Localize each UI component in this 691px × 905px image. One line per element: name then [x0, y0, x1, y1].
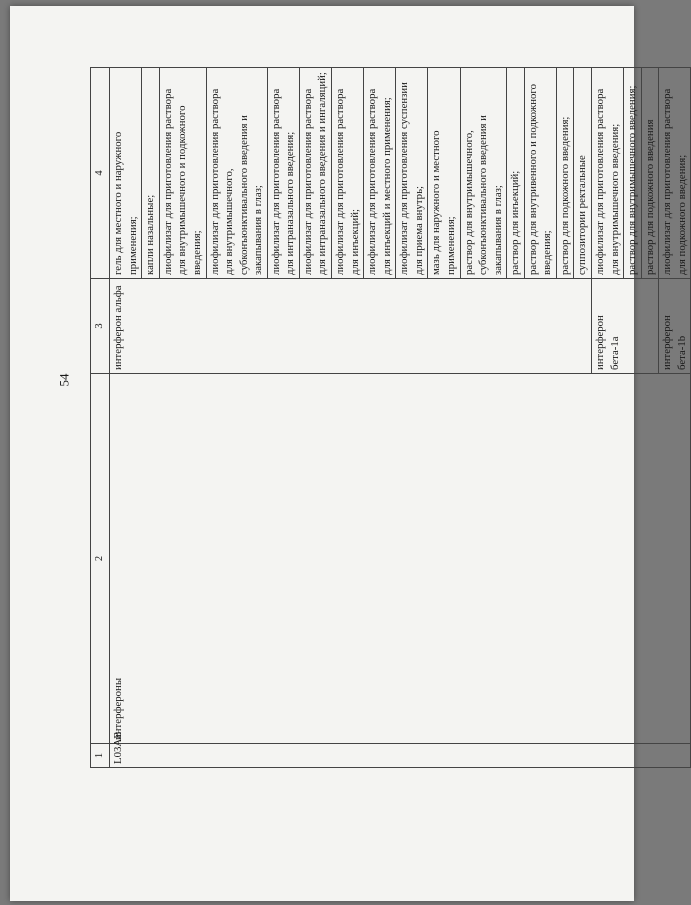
form-cell: лиофилизат для приготовления раствора для интраназального введения и ингаляций;: [299, 68, 331, 279]
form-cell: лиофилизат для приготовления раствора для интраназального введения;: [267, 68, 299, 279]
form-cell: лиофилизат для приготовления суспензии для приема внутрь;: [396, 68, 428, 279]
table-stage: [90, 68, 688, 768]
form-cell: лиофилизат для приготовления раствора для инъекций;: [332, 68, 364, 279]
form-cell: лиофилизат для приготовления раствора для внутримышечного, субконъюнктивального введения и закапывания в глаз;: [206, 68, 267, 279]
form-cell: гель для местного и наружного применения;: [110, 68, 142, 279]
form-cell: лиофилизат для приготовления раствора для подкожного введения;: [659, 68, 691, 279]
atc-code-cell: L03AB: [110, 744, 691, 768]
form-cell: капли назальные;: [142, 68, 160, 279]
form-cell: раствор для инъекций;: [507, 68, 525, 279]
group-name-cell: интерфероны: [110, 374, 691, 744]
form-cell: раствор для внутримышечного, субконъюнктивального введения и закапывания в глаз;: [460, 68, 507, 279]
drug-name-cell: интерферон альфа: [110, 279, 592, 374]
drug-name-cell: интерферон бета-1b: [659, 279, 691, 374]
document-page: [10, 6, 688, 901]
form-cell: мазь для наружного и местного применения;: [428, 68, 460, 279]
header-cell-1: 1: [91, 744, 110, 768]
rotated-table-container: [90, 68, 688, 768]
table-header-row: [91, 68, 110, 768]
header-cell-2: 2: [91, 374, 110, 744]
header-cell-4: 4: [91, 68, 110, 279]
form-cell: раствор для внутривенного и подкожного введения;: [524, 68, 556, 279]
form-cell: лиофилизат для приготовления раствора для внутримышечного введения;: [592, 68, 624, 279]
header-cell-3: 3: [91, 279, 110, 374]
form-cell: лиофилизат для приготовления раствора для внутримышечного и подкожного введения;: [159, 68, 206, 279]
form-cell: суппозитории ректальные: [574, 68, 592, 279]
form-cell: лиофилизат для приготовления раствора для инъекций и местного применения;: [364, 68, 396, 279]
page-number: 54: [56, 373, 72, 387]
form-cell: раствор для подкожного введения: [641, 68, 659, 279]
form-cell: раствор для внутримышечного введения;: [624, 68, 642, 279]
table-row: [110, 68, 142, 768]
drug-table: [90, 67, 691, 768]
form-cell: раствор для подкожного введения;: [556, 68, 574, 279]
drug-name-cell: интерферон бета-1a: [592, 279, 659, 374]
